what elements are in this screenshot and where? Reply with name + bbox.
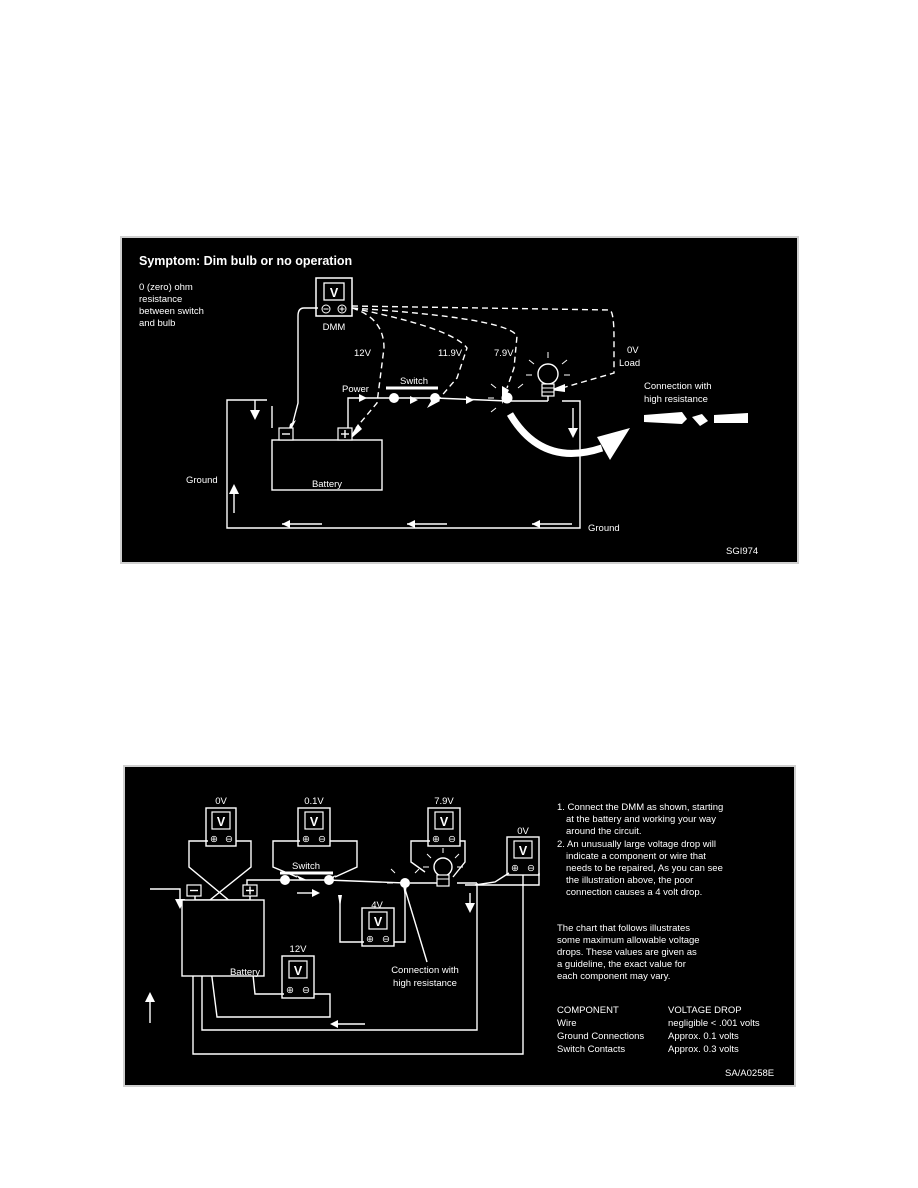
instructions bbox=[557, 802, 723, 898]
reading-0-1v: 0.1V bbox=[304, 796, 324, 807]
ground-label-left: Ground bbox=[186, 475, 218, 486]
svg-text:The chart that follows illustr: The chart that follows illustrates bbox=[557, 923, 691, 934]
diagram-1-code: SGI974 bbox=[726, 546, 759, 557]
svg-text:between switch: between switch bbox=[139, 306, 204, 317]
table-cell: Approx. 0.1 volts bbox=[668, 1031, 739, 1042]
reading-7-9v: 7.9V bbox=[494, 348, 514, 359]
svg-text:1. Connect the DMM as shown, s: 1. Connect the DMM as shown, starting bbox=[557, 802, 724, 813]
diagram-1-svg bbox=[122, 238, 801, 566]
table-cell: Wire bbox=[557, 1018, 577, 1029]
switch-label: Switch bbox=[400, 376, 428, 387]
reading-7-9v: 7.9V bbox=[434, 796, 454, 807]
table-cell: Ground Connections bbox=[557, 1031, 645, 1042]
connection-pointer bbox=[405, 889, 427, 962]
connection-label-line2: high resistance bbox=[393, 978, 457, 989]
diagram-panel-1 bbox=[120, 236, 799, 564]
connection-label-line1: Connection with bbox=[391, 965, 459, 976]
reading-12v: 12V bbox=[354, 348, 371, 359]
reading-4v: 4V bbox=[371, 900, 383, 911]
meter-battery bbox=[282, 956, 314, 998]
dmm-meter bbox=[316, 278, 352, 316]
table-cell: Approx. 0.3 volts bbox=[668, 1044, 739, 1055]
meter-switch bbox=[298, 808, 330, 846]
bulb-icon bbox=[423, 848, 463, 886]
svg-text:resistance: resistance bbox=[139, 294, 183, 305]
diagram-2-code: SA/A0258E bbox=[725, 1068, 775, 1079]
power-label: Power bbox=[342, 384, 369, 395]
svg-text:at the battery and working you: at the battery and working your way bbox=[566, 814, 716, 825]
svg-text:2. An unusually large voltage: 2. An unusually large voltage drop will bbox=[557, 839, 716, 850]
reading-11-9v: 11.9V bbox=[438, 348, 463, 359]
switch-label: Switch bbox=[292, 861, 320, 872]
voltmeter-icon: V bbox=[293, 964, 303, 978]
battery-label: Battery bbox=[229, 967, 261, 978]
svg-text:⊖: ⊖ bbox=[302, 985, 310, 996]
reading-12v: 12V bbox=[289, 944, 307, 955]
table-cell: negligible < .001 volts bbox=[668, 1018, 760, 1029]
voltmeter-icon: V bbox=[439, 815, 449, 829]
table-cell: Switch Contacts bbox=[557, 1044, 626, 1055]
diagram-panel-2 bbox=[123, 765, 796, 1087]
connection-label-line1: Connection with bbox=[644, 381, 712, 392]
voltmeter-icon: V bbox=[216, 815, 226, 829]
battery-icon bbox=[182, 900, 264, 976]
svg-text:⊖: ⊖ bbox=[448, 834, 456, 845]
svg-text:⊖: ⊖ bbox=[318, 834, 326, 845]
svg-text:⊕: ⊕ bbox=[511, 863, 519, 874]
svg-text:drops. These values are given: drops. These values are given as bbox=[557, 947, 697, 958]
voltmeter-icon: V bbox=[373, 915, 383, 929]
dmm-label: DMM bbox=[322, 322, 346, 333]
lead-7-9v bbox=[352, 308, 517, 388]
lead-0v bbox=[352, 306, 614, 388]
chart-intro bbox=[557, 923, 700, 982]
svg-text:⊕: ⊕ bbox=[302, 834, 310, 845]
voltage-drop-table bbox=[557, 1005, 760, 1055]
svg-text:⊕: ⊕ bbox=[286, 985, 294, 996]
svg-text:0 (zero) ohm: 0 (zero) ohm bbox=[139, 282, 193, 293]
meter-battery-negative bbox=[206, 808, 236, 846]
diagram-2-svg bbox=[125, 767, 798, 1089]
broken-wire-icon bbox=[644, 412, 748, 426]
voltmeter-icon: V bbox=[329, 286, 339, 300]
battery-label: Battery bbox=[311, 479, 343, 490]
svg-text:⊖: ⊖ bbox=[225, 834, 233, 845]
meter-bulb bbox=[428, 808, 460, 846]
switch-terminal-left bbox=[389, 393, 399, 403]
svg-text:connection causes a 4 volt dro: connection causes a 4 volt drop. bbox=[566, 887, 703, 898]
svg-text:and bulb: and bulb bbox=[139, 318, 176, 329]
negative-lead bbox=[292, 308, 318, 426]
callout-arrow bbox=[510, 414, 602, 453]
svg-text:⊕: ⊕ bbox=[210, 834, 218, 845]
svg-text:indicate a component or wire t: indicate a component or wire that bbox=[566, 851, 706, 862]
load-label: Load bbox=[619, 358, 641, 369]
svg-text:the illustration above, the po: the illustration above, the poor bbox=[566, 875, 694, 886]
bad-connection-point bbox=[502, 393, 513, 404]
meter-connection bbox=[362, 908, 394, 946]
svg-text:some maximum allowable voltage: some maximum allowable voltage bbox=[557, 935, 700, 946]
lead-12v bbox=[352, 308, 384, 428]
connection-label-line2: high resistance bbox=[644, 394, 708, 405]
reading-0v-ground: 0V bbox=[517, 826, 529, 837]
svg-text:each component may vary.: each component may vary. bbox=[557, 971, 671, 982]
table-header: VOLTAGE DROP bbox=[668, 1005, 742, 1016]
svg-text:⊕: ⊕ bbox=[432, 834, 440, 845]
svg-text:around the circuit.: around the circuit. bbox=[566, 826, 642, 837]
ground-label-right: Ground bbox=[588, 523, 620, 534]
svg-text:needs to be repaired, As you c: needs to be repaired, As you can see bbox=[566, 863, 723, 874]
svg-text:⊕: ⊕ bbox=[366, 934, 374, 945]
voltmeter-icon: V bbox=[518, 844, 528, 858]
meter-ground bbox=[507, 837, 539, 875]
svg-text:⊖: ⊖ bbox=[527, 863, 535, 874]
wire-power bbox=[348, 398, 394, 428]
svg-text:a guideline, the exact value f: a guideline, the exact value for bbox=[557, 959, 686, 970]
reading-0v-battery: 0V bbox=[215, 796, 227, 807]
switch-terminal-right bbox=[430, 393, 440, 403]
diagram-1-title: Symptom: Dim bulb or no operation bbox=[139, 254, 353, 268]
ground-arrows bbox=[282, 520, 572, 528]
resistance-note bbox=[139, 282, 204, 329]
bad-connection-point bbox=[400, 878, 410, 888]
reading-0v: 0V bbox=[627, 345, 639, 356]
svg-text:⊖: ⊖ bbox=[382, 934, 390, 945]
table-header: COMPONENT bbox=[557, 1005, 619, 1016]
voltmeter-icon: V bbox=[309, 815, 319, 829]
